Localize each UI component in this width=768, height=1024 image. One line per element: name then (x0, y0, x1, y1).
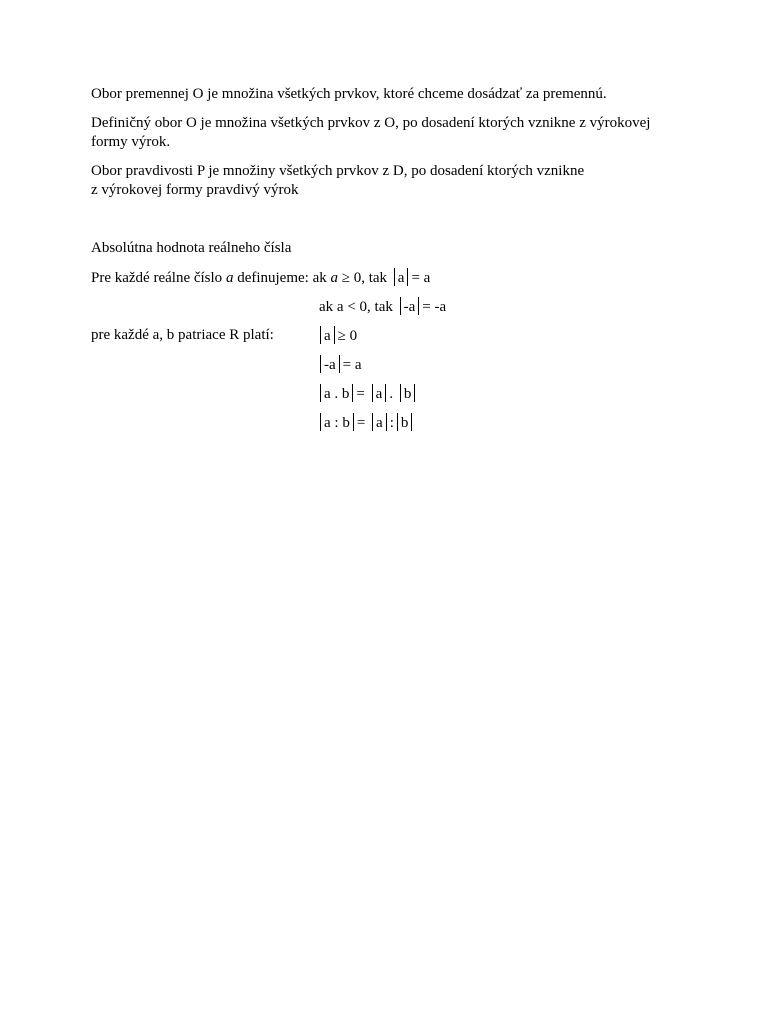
definition-domain-line-1: Definičný obor O je množina všetkých prvkov z O, po dosadení ktorých vznikne z výrokovej (91, 115, 651, 131)
abs-bar-left (400, 297, 401, 315)
prop3-eq: = (356, 386, 369, 402)
prop4-colon: : (389, 415, 394, 431)
prop1-rhs: ≥ 0 (337, 328, 358, 344)
abs-bar-right (334, 326, 335, 344)
abs-bar-right (414, 384, 415, 402)
case2-rhs: = -a (422, 299, 447, 315)
variable-a: a (225, 270, 234, 286)
case1-rhs: = a (411, 270, 431, 286)
prop4-eq: = (356, 415, 370, 431)
abs-bar-left (372, 384, 373, 402)
abs-bar-right (352, 384, 353, 402)
prop2-inner: -a (324, 357, 336, 373)
prop1-inner: a (324, 328, 331, 344)
case2-condition: ak a < 0, tak (319, 299, 397, 315)
prop4-inner: a : b (324, 415, 350, 431)
abs-bar-right (418, 297, 419, 315)
abs-bar-left (320, 384, 321, 402)
abs-bar-left (320, 326, 321, 344)
prop3-b: b (403, 386, 412, 402)
property-quotient (317, 413, 415, 433)
prop3-a: a (375, 386, 383, 402)
absolute-value-definition (91, 268, 430, 288)
abs-bar-left (320, 413, 321, 431)
prop3-dot: . (389, 386, 394, 402)
abs-bar-right (339, 355, 340, 373)
definition-domain-line-2: formy výrok. (91, 134, 171, 150)
abs-bar-left (397, 413, 398, 431)
absolute-value-case-negative (319, 297, 446, 317)
definition-truth-set-line-1: Obor pravdivosti P je množiny všetkých prvkov z D, po dosadení ktorých vznikne (91, 163, 585, 179)
abs-bar-left (320, 355, 321, 373)
absolute-value-heading: Absolútna hodnota reálneho čísla (91, 240, 292, 256)
case2-inner: -a (403, 299, 416, 315)
properties-label: pre každé a, b patriace R platí: (91, 327, 274, 343)
definition-domain-of-variable: Obor premennej O je množina všetkých prvkov, ktoré chceme dosádzať za premennú. (91, 86, 607, 102)
property-nonnegative (317, 326, 357, 346)
prop3-inner: a . b (324, 386, 350, 402)
abs-bar-right (386, 413, 387, 431)
abs-bar-left (394, 268, 395, 286)
abs-bar-right (407, 268, 408, 286)
definition-intro-text-2: definujeme: ak (233, 270, 331, 286)
prop2-rhs: = a (342, 357, 362, 373)
prop4-a: a (376, 415, 383, 431)
definition-truth-set-line-2: z výrokovej formy pravdivý výrok (91, 182, 299, 198)
prop4-b: b (400, 415, 409, 431)
abs-bar-left (372, 413, 373, 431)
variable-a-2: a (330, 270, 338, 286)
definition-intro-text: Pre každé reálne číslo (91, 270, 226, 286)
abs-bar-right (353, 413, 354, 431)
abs-bar-right (385, 384, 386, 402)
case1-inner: a (397, 270, 405, 286)
abs-bar-right (411, 413, 412, 431)
property-symmetry (317, 355, 362, 375)
abs-bar-left (400, 384, 401, 402)
property-product (317, 384, 418, 404)
definition-condition: ≥ 0, tak (337, 270, 391, 286)
